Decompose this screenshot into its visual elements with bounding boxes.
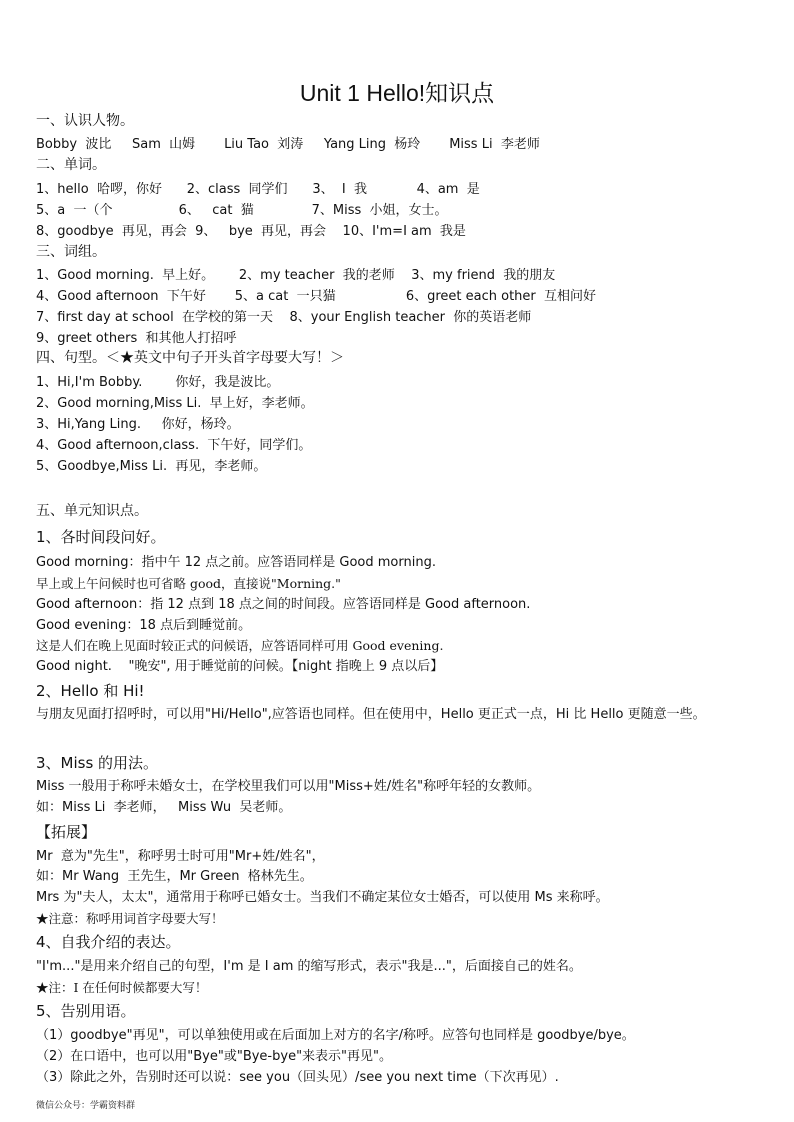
phrases-line: 4、Good afternoon 下午好 5、a cat 一只猫 6、greet each other 互相问好 bbox=[36, 289, 597, 304]
point-title-greetings: 1、各时间段问好。 bbox=[36, 528, 166, 546]
section-heading-sentences: 四、句型。＜★英文中句子开头首字母要大写！＞ bbox=[36, 350, 344, 366]
sentence-line: 5、Goodbye,Miss Li. 再见，李老师。 bbox=[36, 459, 267, 474]
point-text-line: 早上或上午问候时也可省略 good，直接说"Morning." bbox=[36, 576, 341, 591]
point-text-line: Mr 意为"先生"，称呼男士时可用"Mr+姓/姓名"， bbox=[36, 849, 325, 864]
point-text-line: 如：Miss Li 李老师， Miss Wu 吴老师。 bbox=[36, 800, 292, 815]
point-text-line: "I'm..."是用来介绍自己的句型，I'm 是 I am 的缩写形式，表示"我是..."，后面接自己的姓名。 bbox=[36, 959, 582, 974]
point-text-line: Mrs 为"夫人，太太"，通常用于称呼已婚女士。当我们不确定某位女士婚否，可以使用 Ms 来称呼。 bbox=[36, 890, 609, 905]
sentence-line: 3、Hi,Yang Ling. 你好，杨玲。 bbox=[36, 417, 240, 432]
point-text-line: （3）除此之外，告别时还可以说：see you（回头见）/see you next time（下次再见）. bbox=[36, 1070, 559, 1085]
point-text-line: Good evening：18 点后到睡觉前。 bbox=[36, 618, 252, 633]
point-text-line: 如：Mr Wang 王先生，Mr Green 格林先生。 bbox=[36, 869, 313, 884]
point-paragraph: 与朋友见面打招呼时，可以用"Hi/Hello",应答语也同样。但在使用中，Hello 更正式一点，Hi 比 Hello 更随意一些。 bbox=[36, 707, 706, 722]
point-text-line: Good afternoon：指 12 点到 18 点之间的时间段。应答语同样是 Good afternoon. bbox=[36, 597, 531, 612]
point-title-self-intro: 4、自我介绍的表达。 bbox=[36, 933, 181, 951]
point-text-line: 这是人们在晚上见面时较正式的问候语，应答语同样可用 Good evening. bbox=[36, 638, 444, 653]
section-heading-phrases: 三、词组。 bbox=[36, 244, 106, 260]
point-text-line: Good night. "晚安", 用于睡觉前的问候。【night 指晚上 9 点以后】 bbox=[36, 659, 444, 674]
words-line: 5、a 一（个 6、 cat 猫 7、Miss 小姐，女士。 bbox=[36, 203, 448, 218]
sentence-line: 1、Hi,I'm Bobby. 你好，我是波比。 bbox=[36, 375, 280, 390]
note-line: ★注意：称呼用词首字母要大写！ bbox=[36, 911, 224, 926]
section-heading-knowledge: 五、单元知识点。 bbox=[36, 503, 148, 519]
words-line: 1、hello 哈啰，你好 2、class 同学们 3、 I 我 4、am 是 bbox=[36, 182, 480, 197]
footer-watermark: 微信公众号：学霸资料群 bbox=[36, 1101, 136, 1111]
sentence-line: 4、Good afternoon,class. 下午好，同学们。 bbox=[36, 438, 312, 453]
extension-title: 【拓展】 bbox=[36, 823, 97, 841]
note-line: ★注：I 在任何时候都要大写！ bbox=[36, 980, 208, 995]
point-text-line: （2）在口语中，也可以用"Bye"或"Bye-bye"来表示"再见"。 bbox=[36, 1049, 393, 1064]
phrases-line: 7、first day at school 在学校的第一天 8、your English teacher 你的英语老师 bbox=[36, 310, 532, 325]
characters-line: Bobby 波比 Sam 山姆 Liu Tao 刘涛 Yang Ling 杨玲 Miss Li 李老师 bbox=[36, 137, 540, 152]
section-heading-words: 二、单词。 bbox=[36, 157, 106, 173]
page-title: Unit 1 Hello!知识点 bbox=[299, 80, 495, 106]
point-text-line: Miss 一般用于称呼未婚女士，在学校里我们可以用"Miss+姓/姓名"称呼年轻的女教师。 bbox=[36, 779, 541, 794]
section-heading-characters: 一、认识人物。 bbox=[36, 113, 134, 129]
point-text-line: （1）goodbye"再见"，可以单独使用或在后面加上对方的名字/称呼。应答句也同样是 goodbye/bye。 bbox=[36, 1028, 635, 1043]
point-title-farewell: 5、告别用语。 bbox=[36, 1002, 136, 1020]
point-text-line: Good morning：指中午 12 点之前。应答语同样是 Good morning. bbox=[36, 555, 436, 570]
phrases-line: 1、Good morning. 早上好。 2、my teacher 我的老师 3、my friend 我的朋友 bbox=[36, 268, 556, 283]
sentence-line: 2、Good morning,Miss Li. 早上好，李老师。 bbox=[36, 396, 314, 411]
phrases-line: 9、greet others 和其他人打招呼 bbox=[36, 331, 237, 346]
point-title-hello-hi: 2、Hello 和 Hi! bbox=[36, 682, 145, 700]
point-title-miss: 3、Miss 的用法。 bbox=[36, 754, 159, 772]
words-line: 8、goodbye 再见，再会 9、 bye 再见，再会 10、I'm=I am 我是 bbox=[36, 224, 466, 239]
